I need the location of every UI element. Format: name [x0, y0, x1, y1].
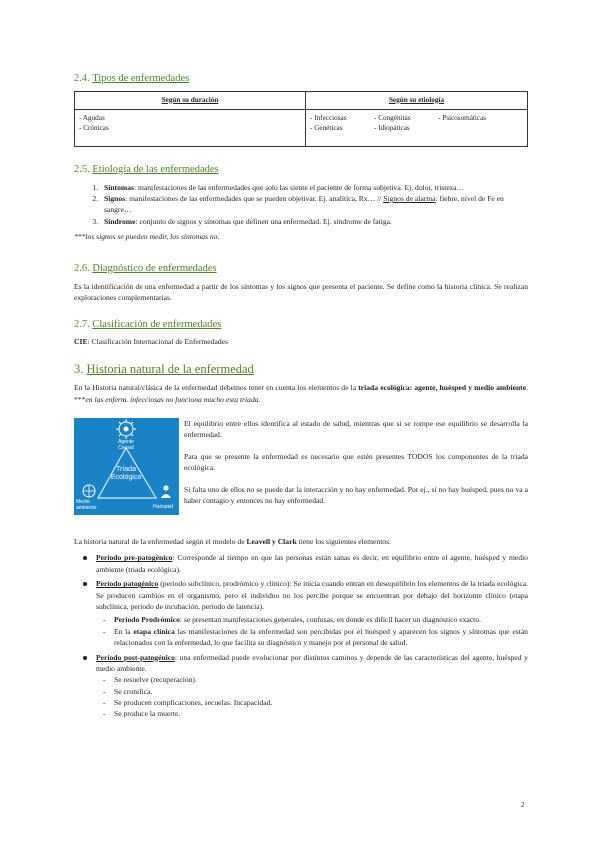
triad-label: Tríada Ecológica: [110, 466, 142, 482]
list-item: 1. Síntomas: manifestaciones de las enfermedades que solo las siente el paciente de forma subjetiva. Ej. dolor, tristeza…: [100, 182, 528, 193]
list-item: - Genéticas: [310, 124, 343, 133]
list-item: - Psicosomáticas: [438, 113, 487, 122]
etiology-list: [74, 182, 528, 228]
sublist: [96, 614, 528, 648]
section-diagnostico: [74, 262, 528, 303]
section-historia-natural: [74, 361, 528, 405]
paragraph: Es la identificación de una enfermedad a partir de los síntomas y los signos que presenta el paciente. Se define como la historia clínica. Se realizan exploraciones complementarias.: [74, 281, 528, 303]
list-item: - Se producen complicaciones, secuelas. Incapacidad.: [114, 697, 528, 708]
section-clasificacion: [74, 318, 528, 347]
section-tipos: [74, 72, 528, 147]
list-item: - Se produce la muerte.: [114, 708, 528, 719]
list-item: Período post-patogénico: una enfermedad puede evolucionar por distintos caminos y depende de las características del agente, huésped y medio ambiente. - Se resuelve (recuperación). - Se cronifica. - Se producen complicaciones, secuelas. Incapacidad. - Se produce la muerte.: [96, 652, 528, 720]
list-item: - Congénitas: [374, 113, 411, 122]
section-heading: 2.5. Etiología de las enfermedades: [74, 164, 219, 175]
section-heading: 3. Historia natural de la enfermedad: [74, 362, 254, 376]
list-item: - Idiopáticas: [374, 124, 410, 133]
paragraph: La historia natural de la enfermedad según el modelo de Leavell y Clark tiene los siguientes elementos:: [74, 537, 392, 546]
paragraph: Para que se presente la enfermedad es necesario que estén presentes TODOS los componentes de la triada ecológica.: [184, 451, 528, 473]
list-item: 3. Síndrome: conjunto de signos y síntomas que definen una enfermedad. Ej. síndrome de fatiga.: [100, 216, 528, 227]
environment-label: Medio ambiente: [76, 499, 97, 511]
triad-figure: [74, 418, 179, 515]
sublist: [96, 674, 528, 720]
table-cell-duracion: [75, 109, 306, 146]
list-item: 2. Signos: manifestaciones de las enfermedades que se pueden objetivar. Ej. analítica, Rx… // Signos de alarma: fiebre, nivel de Fe en sangre…: [100, 193, 528, 216]
paragraph: El equilibrio entre ellos identifica al estado de salud, mientras que si se rompe ese equilibrio se desarrolla la enfermedad.: [184, 419, 528, 440]
paragraph: En la Historia natural/clásica de la enfermedad debemos tener en cuenta los elementos de la triada ecológica: agente, huésped y medio ambiente. ***en las enferm. infecciosas no funciona mucho esta triada.: [74, 383, 528, 404]
table-header-duracion: Según su duración: [75, 91, 306, 109]
list-item: - Se cronifica.: [114, 686, 528, 697]
period-list: [74, 552, 528, 719]
list-item: - Crónicas: [79, 124, 109, 133]
leavell-clark-section: [74, 536, 528, 723]
list-item: Período patogénico (periodo subclínico, prodrómico y clínico): Se inicia cuando entran en desequilibrio los elementos de la triada ecológica. Se producen cambios en el organismo, pero el individuo no los percibe porque se encuentran por debajo del horizonte clínico (etapa subclínica, periodo de incubación, periodo de latencia). - Período Prodrómico: se presentan manifestaciones generales, confusas, en donde es difícil hacer un diagnóstico exacto. - En la etapa clínica las manifestaciones de la enfermedad son percibidas por el huésped y aparecen los signos y síntomas que están relacionados con la enfermedad, lo que facilita su diagnóstico y manejo por el personal de salud.: [96, 578, 528, 648]
note: ***los signos se pueden medir, los síntomas no.: [74, 232, 220, 242]
list-item: Período pre-patogénico: Corresponde al tiempo en que las personas están sanas es decir, en equilibrio entre el agente, huésped y medio ambiente (triada ecológica).: [96, 553, 528, 574]
list-item: - Infecciosas: [310, 113, 347, 122]
list-item: - En la etapa clínica las manifestaciones de la enfermedad son percibidas por el huésped y aparecen los signos y síntomas que están relacionados con la enfermedad, lo que facilita su diagnóstico y manejo por el personal de salud.: [114, 626, 528, 649]
host-label: Huésped: [153, 504, 174, 510]
list-item: - Agudas: [79, 113, 105, 122]
types-table: [74, 91, 528, 147]
agent-label: Agente Causal: [118, 439, 134, 451]
section-heading: 2.6. Diagnóstico de enfermedades: [74, 263, 217, 274]
section-etiologia: [74, 163, 528, 243]
paragraph: Si falta uno de ellos no se puede dar la interacción y no hay enfermedad. Por ej., si no hay huésped, pues no va a haber contagio y entonces no hay enfermedad.: [184, 484, 528, 505]
section-heading: 2.7. Clasificación de enfermedades: [74, 319, 222, 330]
list-item: - Se resuelve (recuperación).: [114, 674, 528, 685]
virus-icon-core: [124, 427, 129, 432]
person-icon-head: [163, 485, 168, 490]
section-heading: 2.4. Tipos de enfermedades: [74, 73, 190, 84]
person-icon-body: [161, 494, 171, 498]
page-number: 2: [521, 801, 525, 809]
triad-explanation: [184, 418, 528, 506]
table-header-etiologia: Según su etiología: [306, 91, 528, 109]
paragraph: CIE: Clasificación Internacional de Enfermedades: [74, 336, 228, 346]
table-cell-etiologia: [306, 109, 528, 146]
list-item: - Período Prodrómico: se presentan manifestaciones generales, confusas, en donde es difícil hacer un diagnóstico exacto.: [114, 614, 528, 625]
